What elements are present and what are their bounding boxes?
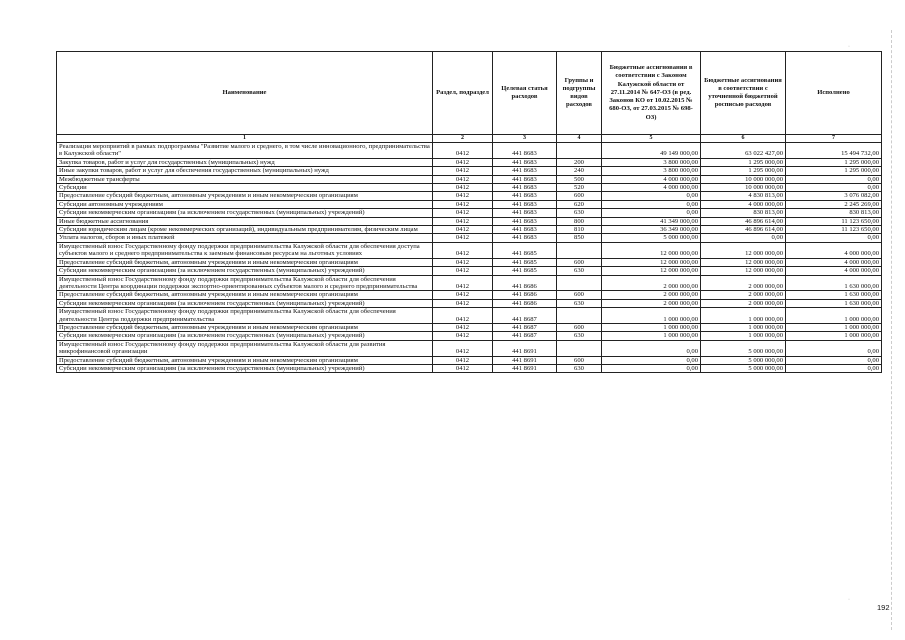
- row-target-article-cell: 441 8683: [493, 143, 557, 159]
- row-section-cell: 0412: [433, 323, 493, 331]
- row-expense-group-cell: 600: [557, 258, 602, 266]
- row-expense-group-cell: 600: [557, 291, 602, 299]
- row-executed-cell: 4 000 000,00: [786, 242, 882, 258]
- row-name-cell: Предоставление субсидий бюджетным, автономным учреждениям и иным некоммерческим организациям: [57, 356, 433, 364]
- row-executed-cell: 1 000 000,00: [786, 323, 882, 331]
- row-expense-group-cell: [557, 143, 602, 159]
- row-refined-cell: 63 022 427,00: [701, 143, 786, 159]
- row-allocated-cell: 0,00: [602, 209, 701, 217]
- row-name-cell: Субсидии некоммерческим организациям (за исключением государственных (муниципальных) учреждений): [57, 364, 433, 372]
- row-allocated-cell: 12 000 000,00: [602, 267, 701, 275]
- row-expense-group-cell: 600: [557, 356, 602, 364]
- row-expense-group-cell: [557, 275, 602, 291]
- row-executed-cell: 0,00: [786, 364, 882, 372]
- row-allocated-cell: 12 000 000,00: [602, 258, 701, 266]
- row-allocated-cell: 4 000 000,00: [602, 184, 701, 192]
- row-name-cell: Закупка товаров, работ и услуг для государственных (муниципальных) нужд: [57, 158, 433, 166]
- header-name: Наименование: [57, 52, 433, 135]
- row-target-article-cell: 441 8683: [493, 184, 557, 192]
- table-row: [57, 356, 882, 364]
- budget-execution-table: [56, 51, 882, 373]
- row-name-cell: Иные закупки товаров, работ и услуг для обеспечения государственных (муниципальных) нужд: [57, 167, 433, 175]
- row-section-cell: 0412: [433, 242, 493, 258]
- row-section-cell: 0412: [433, 267, 493, 275]
- row-refined-cell: 5 000 000,00: [701, 364, 786, 372]
- row-expense-group-cell: 240: [557, 167, 602, 175]
- row-section-cell: 0412: [433, 209, 493, 217]
- row-refined-cell: 0,00: [701, 234, 786, 242]
- row-allocated-cell: 2 000 000,00: [602, 299, 701, 307]
- row-allocated-cell: 5 000 000,00: [602, 234, 701, 242]
- row-executed-cell: 1 000 000,00: [786, 308, 882, 324]
- header-allocated-by-law: Бюджетные ассигнования в соответствии с Законом Калужской области от 27.11.2014 № 647-ОЗ (в ред. Законов КО от 10.02.2015 № 680-ОЗ, от 27.03.2015 № 698-ОЗ): [602, 52, 701, 135]
- row-target-article-cell: 441 8683: [493, 209, 557, 217]
- row-target-article-cell: 441 8691: [493, 356, 557, 364]
- scan-mark: ·: [848, 597, 850, 603]
- table-row: [57, 275, 882, 291]
- table-row: [57, 364, 882, 372]
- row-executed-cell: 1 000 000,00: [786, 332, 882, 340]
- row-executed-cell: 1 295 000,00: [786, 158, 882, 166]
- table-row: [57, 323, 882, 331]
- row-target-article-cell: 441 8686: [493, 291, 557, 299]
- row-section-cell: 0412: [433, 308, 493, 324]
- row-name-cell: Имущественный взнос Государственному фонду поддержки предпринимательства Калужской области для обеспечения деятельности Центра поддержки предпринимательства: [57, 308, 433, 324]
- row-target-article-cell: 441 8691: [493, 364, 557, 372]
- row-expense-group-cell: 200: [557, 158, 602, 166]
- row-expense-group-cell: [557, 308, 602, 324]
- table-row: [57, 192, 882, 200]
- column-number: 7: [786, 135, 882, 143]
- column-number: 6: [701, 135, 786, 143]
- row-executed-cell: 15 494 732,00: [786, 143, 882, 159]
- row-refined-cell: 830 813,00: [701, 209, 786, 217]
- row-expense-group-cell: 500: [557, 175, 602, 183]
- row-executed-cell: 3 076 082,00: [786, 192, 882, 200]
- row-expense-group-cell: 850: [557, 234, 602, 242]
- row-refined-cell: 4 000 000,00: [701, 200, 786, 208]
- row-refined-cell: 1 295 000,00: [701, 158, 786, 166]
- page-edge-line: [891, 30, 892, 630]
- row-refined-cell: 5 000 000,00: [701, 340, 786, 356]
- row-target-article-cell: 441 8683: [493, 158, 557, 166]
- row-name-cell: Субсидии автономным учреждениям: [57, 200, 433, 208]
- row-name-cell: Уплата налогов, сборов и иных платежей: [57, 234, 433, 242]
- table-row: [57, 291, 882, 299]
- row-allocated-cell: 1 000 000,00: [602, 332, 701, 340]
- row-executed-cell: 1 630 000,00: [786, 275, 882, 291]
- column-number: 1: [57, 135, 433, 143]
- row-executed-cell: 0,00: [786, 340, 882, 356]
- row-target-article-cell: 441 8691: [493, 340, 557, 356]
- row-target-article-cell: 441 8683: [493, 175, 557, 183]
- row-refined-cell: 1 000 000,00: [701, 332, 786, 340]
- row-executed-cell: 0,00: [786, 356, 882, 364]
- row-executed-cell: 1 295 000,00: [786, 167, 882, 175]
- table-row: [57, 143, 882, 159]
- table-row: [57, 308, 882, 324]
- scan-mark: ·: [848, 44, 850, 50]
- table-row: [57, 332, 882, 340]
- row-allocated-cell: 1 000 000,00: [602, 308, 701, 324]
- row-expense-group-cell: [557, 340, 602, 356]
- row-allocated-cell: 12 000 000,00: [602, 242, 701, 258]
- row-section-cell: 0412: [433, 143, 493, 159]
- column-number: 2: [433, 135, 493, 143]
- table-row: [57, 217, 882, 225]
- row-executed-cell: 0,00: [786, 175, 882, 183]
- row-target-article-cell: 441 8687: [493, 332, 557, 340]
- row-expense-group-cell: 630: [557, 299, 602, 307]
- row-name-cell: Субсидии некоммерческим организациям (за исключением государственных (муниципальных) учреждений): [57, 332, 433, 340]
- row-target-article-cell: 441 8686: [493, 299, 557, 307]
- row-name-cell: Субсидии юридическим лицам (кроме некоммерческих организаций), индивидуальным предпринимателям, физическим лицам: [57, 226, 433, 234]
- row-target-article-cell: 441 8686: [493, 275, 557, 291]
- row-expense-group-cell: [557, 242, 602, 258]
- row-allocated-cell: 3 800 000,00: [602, 158, 701, 166]
- row-target-article-cell: 441 8687: [493, 308, 557, 324]
- row-expense-group-cell: 630: [557, 209, 602, 217]
- row-executed-cell: 0,00: [786, 234, 882, 242]
- row-refined-cell: 10 000 000,00: [701, 184, 786, 192]
- table-row: [57, 226, 882, 234]
- row-target-article-cell: 441 8683: [493, 217, 557, 225]
- row-section-cell: 0412: [433, 291, 493, 299]
- row-target-article-cell: 441 8683: [493, 226, 557, 234]
- row-allocated-cell: 0,00: [602, 192, 701, 200]
- row-allocated-cell: 2 000 000,00: [602, 291, 701, 299]
- table-row: [57, 234, 882, 242]
- row-section-cell: 0412: [433, 184, 493, 192]
- row-refined-cell: 46 896 614,00: [701, 226, 786, 234]
- row-name-cell: Имущественный взнос Государственному фонду поддержки предпринимательства Калужской области для обеспечения доступа субъектов малого и среднего предпринимательства к заемным финансовым ресурсам на льготных условиях: [57, 242, 433, 258]
- row-section-cell: 0412: [433, 175, 493, 183]
- row-executed-cell: 11 123 650,00: [786, 226, 882, 234]
- row-target-article-cell: 441 8683: [493, 192, 557, 200]
- budget-report-sheet: [56, 51, 882, 373]
- row-allocated-cell: 36 349 000,00: [602, 226, 701, 234]
- table-row: [57, 200, 882, 208]
- table-row: [57, 258, 882, 266]
- row-executed-cell: 0,00: [786, 184, 882, 192]
- table-row: [57, 209, 882, 217]
- table-row: [57, 158, 882, 166]
- table-row: [57, 340, 882, 356]
- row-expense-group-cell: 630: [557, 267, 602, 275]
- row-expense-group-cell: 620: [557, 200, 602, 208]
- column-number-row: [57, 135, 882, 143]
- table-row: [57, 242, 882, 258]
- row-target-article-cell: 441 8683: [493, 167, 557, 175]
- row-target-article-cell: 441 8685: [493, 258, 557, 266]
- row-executed-cell: 11 123 650,00: [786, 217, 882, 225]
- row-section-cell: 0412: [433, 226, 493, 234]
- row-allocated-cell: 41 349 000,00: [602, 217, 701, 225]
- row-executed-cell: 2 245 269,00: [786, 200, 882, 208]
- row-name-cell: Субсидии некоммерческим организациям (за исключением государственных (муниципальных) учреждений): [57, 209, 433, 217]
- header-section: Раздел, подраздел: [433, 52, 493, 135]
- row-allocated-cell: 49 149 000,00: [602, 143, 701, 159]
- row-target-article-cell: 441 8683: [493, 200, 557, 208]
- row-expense-group-cell: 800: [557, 217, 602, 225]
- row-allocated-cell: 0,00: [602, 200, 701, 208]
- row-section-cell: 0412: [433, 275, 493, 291]
- row-name-cell: Межбюджетные трансферты: [57, 175, 433, 183]
- table-header-row: [57, 52, 882, 135]
- row-executed-cell: 1 630 000,00: [786, 291, 882, 299]
- row-section-cell: 0412: [433, 299, 493, 307]
- row-name-cell: Иные бюджетные ассигнования: [57, 217, 433, 225]
- row-name-cell: Имущественный взнос Государственному фонду поддержки предпринимательства Калужской области для развития микрофинансовой организации: [57, 340, 433, 356]
- header-refined-allocation: Бюджетные ассигнования в соответствии с уточненной бюджетной росписью расходов: [701, 52, 786, 135]
- row-expense-group-cell: 630: [557, 364, 602, 372]
- page-number: 192: [877, 603, 890, 612]
- row-target-article-cell: 441 8687: [493, 323, 557, 331]
- row-name-cell: Предоставление субсидий бюджетным, автономным учреждениям и иным некоммерческим организациям: [57, 258, 433, 266]
- row-name-cell: Имущественный взнос Государственному фонду поддержки предпринимательства Калужской области для обеспечения деятельности Центра координации поддержки экспортно-ориентированных субъектов малого и среднего предпринимательства: [57, 275, 433, 291]
- header-target-article: Целевая статья расходов: [493, 52, 557, 135]
- table-row: [57, 267, 882, 275]
- row-target-article-cell: 441 8685: [493, 267, 557, 275]
- row-refined-cell: 1 000 000,00: [701, 308, 786, 324]
- row-refined-cell: 2 000 000,00: [701, 299, 786, 307]
- row-section-cell: 0412: [433, 217, 493, 225]
- row-name-cell: Субсидии некоммерческим организациям (за исключением государственных (муниципальных) учреждений): [57, 267, 433, 275]
- table-row: [57, 299, 882, 307]
- row-expense-group-cell: 600: [557, 192, 602, 200]
- table-row: [57, 175, 882, 183]
- row-expense-group-cell: 630: [557, 332, 602, 340]
- row-refined-cell: 10 000 000,00: [701, 175, 786, 183]
- row-refined-cell: 4 830 813,00: [701, 192, 786, 200]
- row-section-cell: 0412: [433, 258, 493, 266]
- row-section-cell: 0412: [433, 167, 493, 175]
- row-executed-cell: 4 000 000,00: [786, 267, 882, 275]
- row-name-cell: Предоставление субсидий бюджетным, автономным учреждениям и иным некоммерческим организациям: [57, 291, 433, 299]
- row-allocated-cell: 0,00: [602, 340, 701, 356]
- row-refined-cell: 12 000 000,00: [701, 242, 786, 258]
- row-refined-cell: 1 295 000,00: [701, 167, 786, 175]
- row-executed-cell: 830 813,00: [786, 209, 882, 217]
- row-refined-cell: 2 000 000,00: [701, 291, 786, 299]
- header-expense-group: Группы и подгруппы видов расходов: [557, 52, 602, 135]
- row-section-cell: 0412: [433, 234, 493, 242]
- row-section-cell: 0412: [433, 192, 493, 200]
- header-executed: Исполнено: [786, 52, 882, 135]
- row-name-cell: Реализация мероприятий в рамках подпрограммы "Развитие малого и среднего, в том числе инновационного, предпринимательства в Калужской области": [57, 143, 433, 159]
- row-section-cell: 0412: [433, 332, 493, 340]
- row-expense-group-cell: 520: [557, 184, 602, 192]
- row-expense-group-cell: 600: [557, 323, 602, 331]
- row-allocated-cell: 2 000 000,00: [602, 275, 701, 291]
- column-number: 3: [493, 135, 557, 143]
- row-name-cell: Субсидии: [57, 184, 433, 192]
- row-section-cell: 0412: [433, 340, 493, 356]
- row-refined-cell: 12 000 000,00: [701, 267, 786, 275]
- row-allocated-cell: 1 000 000,00: [602, 323, 701, 331]
- row-allocated-cell: 3 800 000,00: [602, 167, 701, 175]
- row-section-cell: 0412: [433, 356, 493, 364]
- row-allocated-cell: 4 000 000,00: [602, 175, 701, 183]
- row-name-cell: Предоставление субсидий бюджетным, автономным учреждениям и иным некоммерческим организациям: [57, 323, 433, 331]
- row-allocated-cell: 0,00: [602, 356, 701, 364]
- row-refined-cell: 46 896 614,00: [701, 217, 786, 225]
- column-number: 4: [557, 135, 602, 143]
- row-target-article-cell: 441 8683: [493, 234, 557, 242]
- row-allocated-cell: 0,00: [602, 364, 701, 372]
- table-row: [57, 184, 882, 192]
- row-section-cell: 0412: [433, 200, 493, 208]
- row-refined-cell: 5 000 000,00: [701, 356, 786, 364]
- column-number: 5: [602, 135, 701, 143]
- row-section-cell: 0412: [433, 364, 493, 372]
- table-row: [57, 167, 882, 175]
- row-name-cell: Предоставление субсидий бюджетным, автономным учреждениям и иным некоммерческим организациям: [57, 192, 433, 200]
- row-target-article-cell: 441 8685: [493, 242, 557, 258]
- row-name-cell: Субсидии некоммерческим организациям (за исключением государственных (муниципальных) учреждений): [57, 299, 433, 307]
- row-section-cell: 0412: [433, 158, 493, 166]
- row-executed-cell: 1 630 000,00: [786, 299, 882, 307]
- row-refined-cell: 1 000 000,00: [701, 323, 786, 331]
- row-refined-cell: 12 000 000,00: [701, 258, 786, 266]
- row-refined-cell: 2 000 000,00: [701, 275, 786, 291]
- row-executed-cell: 4 000 000,00: [786, 258, 882, 266]
- row-expense-group-cell: 810: [557, 226, 602, 234]
